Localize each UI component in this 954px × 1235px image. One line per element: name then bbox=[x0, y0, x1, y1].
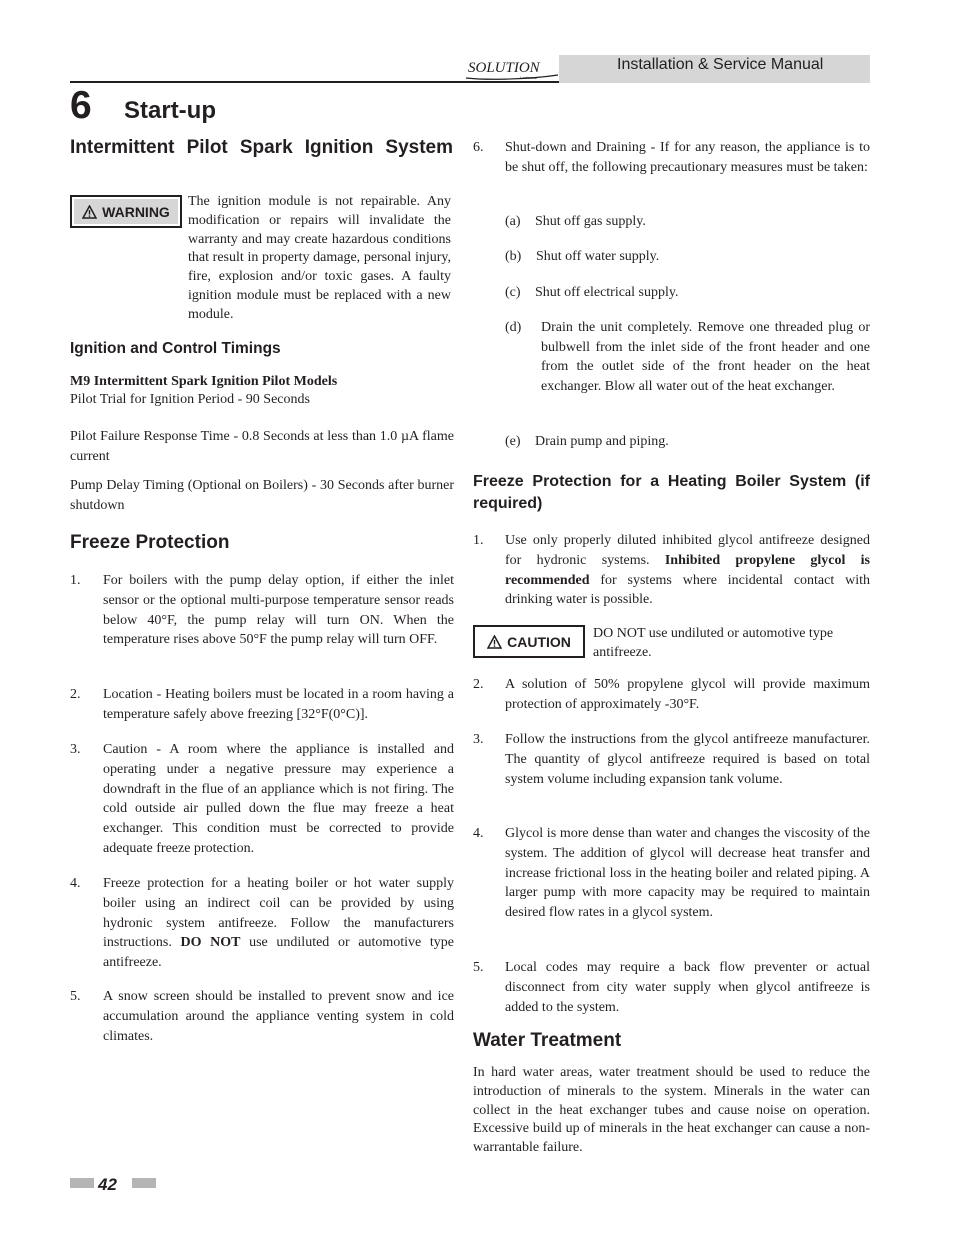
list-text-bold: Inhibited propylene glycol is recommended bbox=[505, 552, 870, 588]
solution-logo bbox=[464, 56, 560, 81]
freeze-heading: Freeze Protection bbox=[70, 532, 230, 553]
caution-badge bbox=[473, 625, 585, 658]
caution-icon bbox=[487, 635, 502, 649]
list-number: 1. bbox=[473, 533, 484, 548]
warning-text: The ignition module is not repairable. Any modification or repairs will invalidate the warranty and may create hazardous conditions that result in property damage, personal injury, fire, explosion and/or toxic gases. A faulty ignition module must be replaced with a new module. bbox=[188, 194, 451, 322]
list-text: For boilers with the pump delay option, if either the inlet sensor or the optional multi-purpose temperature sensor reads below 40°F, the pump relay will turn ON. When the temperature rises above 50°F the pump relay will turn OFF. bbox=[103, 573, 454, 648]
manual-title: Installation & Service Manual bbox=[617, 56, 824, 73]
step-text: Shut off electrical supply. bbox=[535, 285, 679, 300]
list-text-part: for systems where incidental contact with drinking water is possible. bbox=[505, 572, 870, 608]
chapter-title: Start-up bbox=[124, 97, 216, 124]
warning-badge bbox=[70, 195, 182, 228]
list-text: A snow screen should be installed to prevent snow and ice accumulation around the appliance venting system in cold climates. bbox=[103, 989, 454, 1044]
list-text: A solution of 50% propylene glycol will provide maximum protection of approximately -30°F. bbox=[505, 677, 870, 712]
list-text: Glycol is more dense than water and changes the viscosity of the system. The addition of glycol will decrease heat transfer and increase frictional loss in the heating boiler and related piping. A larger pump with more capacity may be required to maintain desired flow rates in a glycol system. bbox=[505, 826, 870, 921]
logo-wordmark: SOLUTION bbox=[468, 60, 540, 76]
water-treatment-heading: Water Treatment bbox=[473, 1030, 622, 1051]
step-label: (e) bbox=[505, 434, 521, 449]
timings-failure-response: Pilot Failure Response Time - 0.8 Seconds at less than 1.0 µA flame current bbox=[70, 429, 454, 464]
caution-label: CAUTION bbox=[507, 633, 571, 650]
timings-trial-period: Pilot Trial for Ignition Period - 90 Seconds bbox=[70, 392, 310, 407]
warning-label: WARNING bbox=[102, 203, 170, 220]
page-number: 42 bbox=[98, 1175, 117, 1194]
step-label: (c) bbox=[505, 285, 521, 300]
list-number: 5. bbox=[473, 960, 484, 975]
list-text-bold: DO NOT bbox=[180, 935, 241, 951]
list-number: 3. bbox=[473, 732, 484, 747]
list-text: Local codes may require a back flow preventer or actual disconnect from city water supply when glycol antifreeze is added to the system. bbox=[505, 960, 870, 1015]
list-number: 5. bbox=[70, 989, 81, 1004]
timings-model-heading: M9 Intermittent Spark Ignition Pilot Models bbox=[70, 374, 338, 389]
warning-icon bbox=[82, 205, 97, 219]
list-number: 4. bbox=[70, 876, 81, 891]
list-text-part: use undiluted or automotive type antifreeze. bbox=[103, 935, 454, 971]
list-text-part: Freeze protection for a heating boiler or hot water supply boiler using an indirect coil can be provided by using hydronic system antifreeze. Follow the manufacturers instructions. bbox=[103, 876, 454, 951]
list-number: 4. bbox=[473, 826, 484, 841]
freeze-boiler-heading: Freeze Protection for a Heating Boiler System (if required) bbox=[473, 473, 870, 512]
timings-heading: Ignition and Control Timings bbox=[70, 340, 281, 357]
footer-bar-right bbox=[132, 1178, 156, 1188]
header-rule bbox=[70, 81, 559, 83]
list-text: Caution - A room where the appliance is installed and operating under a negative pressure may experience a downdraft in the flue of an appliance which is not firing. The cold outside air pulled down the flue may freeze a heat exchanger. This condition must be corrected to provide adequate freeze protection. bbox=[103, 742, 454, 856]
timings-pump-delay: Pump Delay Timing (Optional on Boilers) - 30 Seconds after burner shutdown bbox=[70, 478, 454, 513]
step-text: Drain pump and piping. bbox=[535, 434, 669, 449]
step-label: (b) bbox=[505, 249, 522, 264]
list-text bbox=[103, 874, 454, 973]
water-treatment-text: In hard water areas, water treatment should be used to reduce the introduction of minerals to the system. Minerals in the water can collect in the heat exchanger tubes and cause noise on operation. Excessive build up of minerals in the heat exchanger can cause a non-warrantable failure. bbox=[473, 1065, 870, 1156]
ignition-heading: Intermittent Pilot Spark Ignition System bbox=[70, 137, 453, 158]
list-text bbox=[505, 531, 870, 610]
list-number: 3. bbox=[70, 742, 81, 757]
logo-subtext: Lochinvar bbox=[520, 75, 538, 80]
step-text: Shut off gas supply. bbox=[535, 214, 646, 229]
footer-bar-left bbox=[70, 1178, 94, 1188]
list-number: 2. bbox=[473, 677, 484, 692]
chapter-number: 6 bbox=[70, 84, 92, 127]
list-text: Shut-down and Draining - If for any reason, the appliance is to be shut off, the following precautionary measures must be taken: bbox=[505, 140, 870, 175]
list-text: Follow the instructions from the glycol antifreeze manufacturer. The quantity of glycol antifreeze required is based on total system volume including expansion tank volume. bbox=[505, 732, 870, 787]
caution-text: DO NOT use undiluted or automotive type antifreeze. bbox=[593, 626, 834, 660]
list-number: 1. bbox=[70, 573, 81, 588]
list-text: Location - Heating boilers must be located in a room having a temperature safely above freezing [32°F(0°C)]. bbox=[103, 687, 454, 722]
list-text-part: Use only properly diluted inhibited glycol antifreeze designed for hydronic systems. bbox=[505, 533, 870, 568]
step-label: (a) bbox=[505, 214, 521, 229]
step-label: (d) bbox=[505, 320, 522, 335]
list-number: 6. bbox=[473, 140, 484, 155]
step-text: Shut off water supply. bbox=[536, 249, 660, 264]
step-text: Drain the unit completely. Remove one threaded plug or bulbwell from the inlet side of the front header and one from the outlet side of the front header on the heat exchanger. Blow all water out of the heat exchanger. bbox=[541, 320, 870, 394]
list-number: 2. bbox=[70, 687, 81, 702]
